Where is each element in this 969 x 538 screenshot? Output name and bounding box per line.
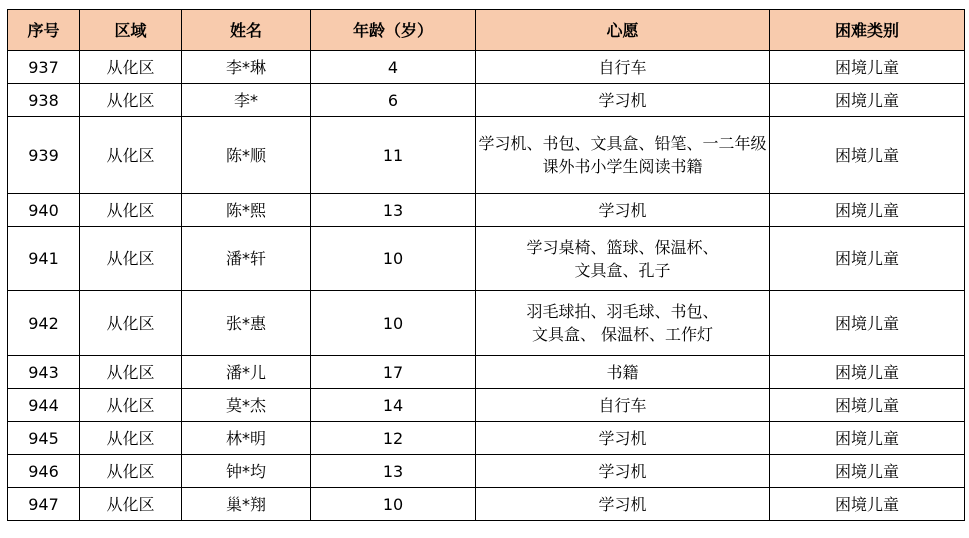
- cell-area: 从化区: [80, 227, 182, 291]
- header-no: 序号: [8, 10, 80, 51]
- cell-area: 从化区: [80, 51, 182, 84]
- table-row: [8, 84, 965, 117]
- table-row: [8, 356, 965, 389]
- cell-name: 陈*熙: [182, 194, 311, 227]
- cell-wish-text: 学习桌椅、篮球、保温杯、文具盒、孔子: [526, 237, 719, 280]
- header-category: 困难类别: [770, 10, 965, 51]
- cell-category: 困境儿童: [770, 51, 965, 84]
- cell-wish-text: 羽毛球拍、羽毛球、书包、文具盒、 保温杯、工作灯: [526, 302, 719, 344]
- cell-name: 李*琳: [182, 51, 311, 84]
- table-row: [8, 194, 965, 227]
- cell-category: 困境儿童: [770, 291, 965, 356]
- cell-area: 从化区: [80, 194, 182, 227]
- cell-age: 14: [311, 389, 476, 422]
- table-body: [8, 51, 965, 521]
- cell-name: 林*明: [182, 422, 311, 455]
- cell-name: 潘*轩: [182, 227, 311, 291]
- cell-category: 困境儿童: [770, 455, 965, 488]
- cell-no: 940: [8, 194, 80, 227]
- cell-wish: 自行车: [476, 389, 770, 422]
- cell-no: 946: [8, 455, 80, 488]
- cell-no: 945: [8, 422, 80, 455]
- cell-area: 从化区: [80, 422, 182, 455]
- table-row: [8, 227, 965, 291]
- table-header: [8, 10, 965, 51]
- cell-no: 939: [8, 117, 80, 194]
- cell-category: 困境儿童: [770, 356, 965, 389]
- table-row: [8, 291, 965, 356]
- cell-category: 困境儿童: [770, 117, 965, 194]
- cell-age: 11: [311, 117, 476, 194]
- cell-wish: 书籍: [476, 356, 770, 389]
- header-age: 年龄（岁）: [311, 10, 476, 51]
- wish-list-table: [7, 9, 965, 521]
- cell-age: 10: [311, 291, 476, 356]
- cell-wish: 学习机: [476, 422, 770, 455]
- cell-area: 从化区: [80, 84, 182, 117]
- table-row: [8, 389, 965, 422]
- cell-no: 947: [8, 488, 80, 521]
- table-row: [8, 455, 965, 488]
- cell-no: 937: [8, 51, 80, 84]
- cell-wish-text: 学习机、书包、文具盒、铅笔、一二年级课外书小学生阅读书籍: [478, 134, 767, 176]
- cell-age: 13: [311, 194, 476, 227]
- cell-wish: 学习机: [476, 488, 770, 521]
- cell-name: 巢*翔: [182, 488, 311, 521]
- cell-wish: 自行车: [476, 51, 770, 84]
- cell-area: 从化区: [80, 117, 182, 194]
- cell-age: 13: [311, 455, 476, 488]
- cell-no: 942: [8, 291, 80, 356]
- cell-category: 困境儿童: [770, 227, 965, 291]
- cell-wish: 学习机: [476, 455, 770, 488]
- cell-age: 12: [311, 422, 476, 455]
- cell-category: 困境儿童: [770, 422, 965, 455]
- cell-wish: [476, 227, 770, 291]
- cell-wish: 学习机: [476, 194, 770, 227]
- cell-age: 4: [311, 51, 476, 84]
- table-row: [8, 422, 965, 455]
- cell-name: 钟*均: [182, 455, 311, 488]
- cell-no: 941: [8, 227, 80, 291]
- cell-category: 困境儿童: [770, 194, 965, 227]
- cell-area: 从化区: [80, 455, 182, 488]
- table-row: [8, 488, 965, 521]
- cell-area: 从化区: [80, 389, 182, 422]
- header-area: 区域: [80, 10, 182, 51]
- cell-name: 张*惠: [182, 291, 311, 356]
- cell-area: 从化区: [80, 488, 182, 521]
- cell-wish: [476, 291, 770, 356]
- cell-no: 943: [8, 356, 80, 389]
- header-row: [8, 10, 965, 51]
- cell-category: 困境儿童: [770, 488, 965, 521]
- cell-name: 陈*顺: [182, 117, 311, 194]
- cell-age: 10: [311, 488, 476, 521]
- cell-no: 944: [8, 389, 80, 422]
- cell-age: 17: [311, 356, 476, 389]
- cell-category: 困境儿童: [770, 389, 965, 422]
- table-row: [8, 51, 965, 84]
- header-name: 姓名: [182, 10, 311, 51]
- cell-age: 6: [311, 84, 476, 117]
- cell-wish: 学习机: [476, 84, 770, 117]
- cell-age: 10: [311, 227, 476, 291]
- cell-area: 从化区: [80, 356, 182, 389]
- cell-name: 莫*杰: [182, 389, 311, 422]
- cell-no: 938: [8, 84, 80, 117]
- header-wish: 心愿: [476, 10, 770, 51]
- table-row: [8, 117, 965, 194]
- cell-name: 潘*儿: [182, 356, 311, 389]
- cell-name: 李*: [182, 84, 311, 117]
- cell-wish: [476, 117, 770, 194]
- cell-area: 从化区: [80, 291, 182, 356]
- cell-category: 困境儿童: [770, 84, 965, 117]
